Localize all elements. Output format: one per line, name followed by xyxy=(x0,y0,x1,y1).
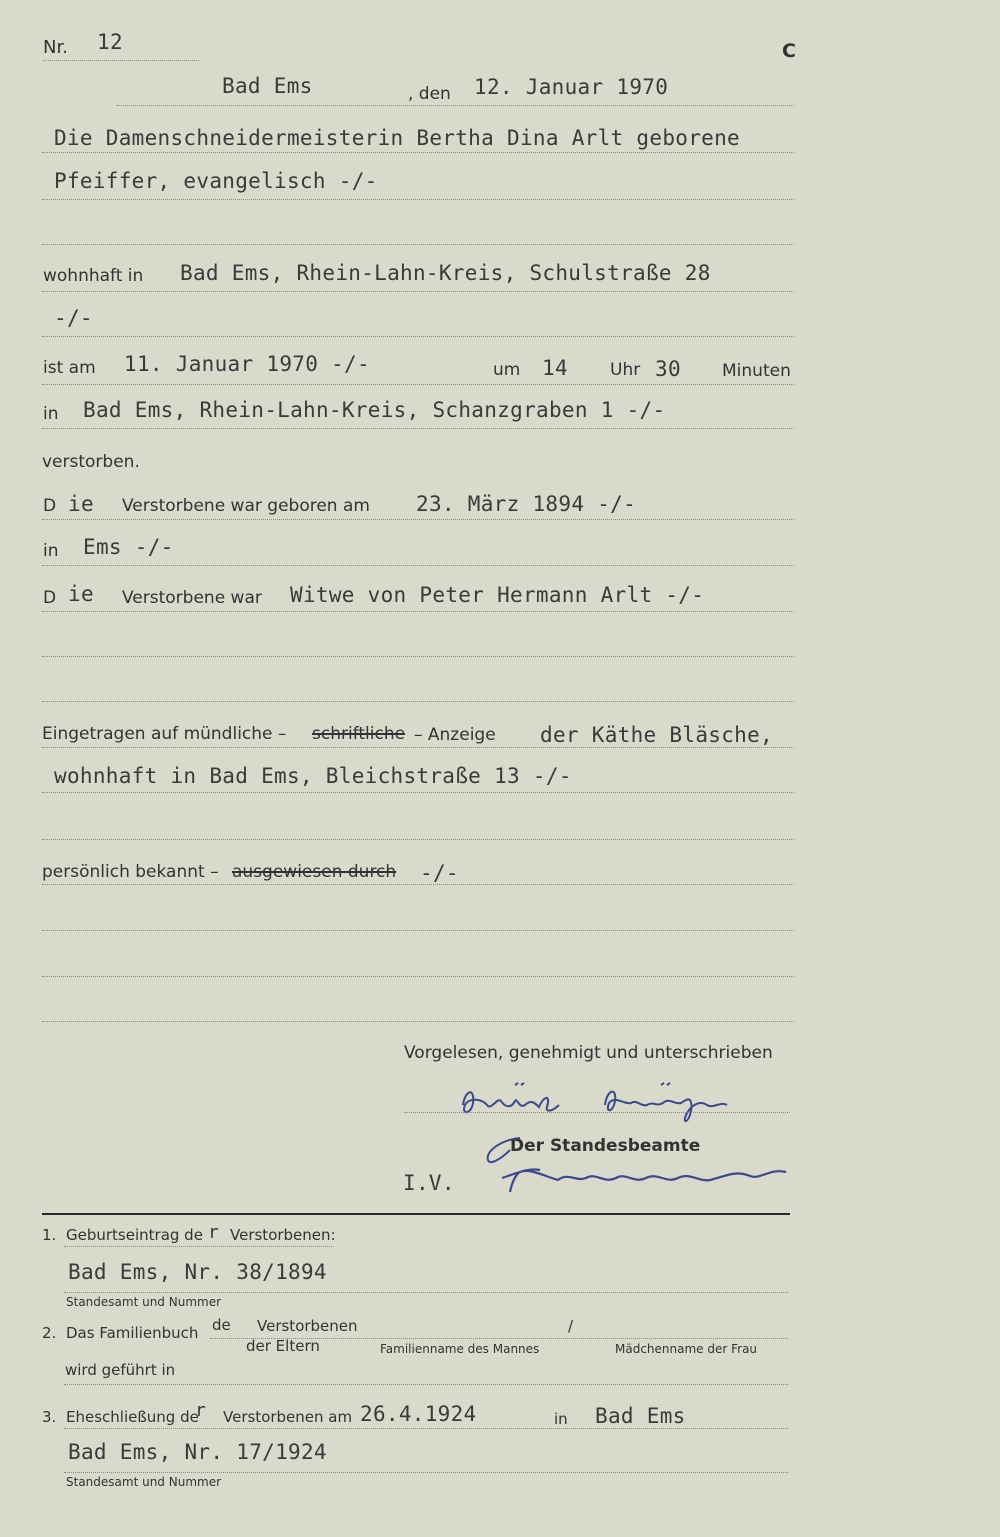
death-minutes: 30 xyxy=(655,357,681,381)
note-2-eltern: der Eltern xyxy=(246,1337,320,1355)
gender-suffix: ie xyxy=(68,492,94,516)
dotted-line xyxy=(64,1384,788,1385)
informant: der Käthe Bläsche, xyxy=(540,723,773,747)
dotted-line xyxy=(42,428,794,429)
entry-line-2: Pfeiffer, evangelisch -/- xyxy=(54,169,378,193)
dotted-line xyxy=(64,1292,788,1293)
dotted-line xyxy=(42,701,794,702)
dotted-line xyxy=(42,519,794,520)
um-label: um xyxy=(493,360,521,380)
verstorben-label: verstorben. xyxy=(42,452,140,472)
note-2-number: 2. xyxy=(42,1324,57,1342)
entry-line-1: Die Damenschneidermeisterin Bertha Dina Arlt geborene xyxy=(54,126,740,150)
note-1-label: Geburtseintrag de xyxy=(66,1226,203,1244)
dotted-line xyxy=(42,747,794,748)
minuten-label: Minuten xyxy=(722,361,791,381)
dotted-line xyxy=(64,1472,788,1473)
note-3-number: 3. xyxy=(42,1408,57,1426)
marital-status: Witwe von Peter Hermann Arlt -/- xyxy=(290,583,705,607)
dotted-line xyxy=(43,60,199,61)
death-date: 11. Januar 1970 -/- xyxy=(124,352,370,376)
dotted-line xyxy=(42,336,794,337)
marriage-date: 26.4.1924 xyxy=(360,1402,477,1426)
dotted-line xyxy=(42,839,794,840)
ausgewiesen-struck: ausgewiesen durch xyxy=(232,862,397,882)
death-hour: 14 xyxy=(542,356,568,380)
den-label: , den xyxy=(408,84,451,104)
informant-signature xyxy=(455,1075,755,1130)
note-1-caption: Standesamt und Nummer xyxy=(66,1295,222,1309)
dotted-line xyxy=(42,244,794,245)
dotted-line xyxy=(42,384,794,385)
d2-label: D xyxy=(43,588,57,608)
gender-suffix-2: ie xyxy=(68,582,94,606)
in-label: in xyxy=(43,404,59,424)
note-2-slash: / xyxy=(568,1317,574,1335)
note-3-in: in xyxy=(554,1410,568,1428)
note-3-label: Eheschließung de xyxy=(66,1408,199,1426)
birth-date: 23. März 1894 -/- xyxy=(416,492,637,516)
dotted-line xyxy=(42,656,794,657)
informant-address: wohnhaft in Bad Ems, Bleichstraße 13 -/- xyxy=(54,764,572,788)
header-place: Bad Ems xyxy=(222,74,313,98)
bekannt-label: persönlich bekannt – xyxy=(42,862,219,882)
note-2-frau-caption: Mädchenname der Frau xyxy=(615,1342,758,1356)
corner-letter: C xyxy=(782,40,796,62)
bekannt-value: -/- xyxy=(420,861,459,885)
dotted-line xyxy=(42,199,794,200)
dotted-line xyxy=(42,611,794,612)
dotted-line xyxy=(42,291,794,292)
iv-label: I.V. xyxy=(403,1171,455,1195)
dotted-line xyxy=(42,1021,794,1022)
dotted-line xyxy=(42,884,794,885)
entry-number: 12 xyxy=(97,30,123,54)
note-3-gender: r xyxy=(195,1400,207,1421)
uhr-label: Uhr xyxy=(610,360,641,380)
note-1-gender: r xyxy=(208,1222,220,1243)
born-label: Verstorbene war geboren am xyxy=(122,496,370,516)
dotted-line xyxy=(42,930,794,931)
wohnhaft-continuation: -/- xyxy=(54,306,93,330)
d-label: D xyxy=(43,496,57,516)
dotted-line xyxy=(42,565,794,566)
dotted-line xyxy=(64,1428,788,1429)
nr-label: Nr. xyxy=(43,37,68,58)
note-3-value: Bad Ems, Nr. 17/1924 xyxy=(68,1440,327,1464)
note-2-verstorbenen: Verstorbenen xyxy=(257,1317,358,1335)
header-date: 12. Januar 1970 xyxy=(474,75,669,99)
ist-am-label: ist am xyxy=(43,358,96,378)
note-3-caption: Standesamt und Nummer xyxy=(66,1475,222,1489)
note-1-number: 1. xyxy=(42,1226,57,1244)
dotted-line xyxy=(64,1246,334,1247)
note-2-mann-caption: Familienname des Mannes xyxy=(380,1342,540,1356)
death-place: Bad Ems, Rhein-Lahn-Kreis, Schanzgraben 1 -/- xyxy=(83,398,666,422)
wohnhaft-value: Bad Ems, Rhein-Lahn-Kreis, Schulstraße 28 xyxy=(180,261,711,285)
note-2-label: Das Familienbuch xyxy=(66,1324,199,1342)
dotted-line xyxy=(404,1112,790,1113)
anzeige-label: – Anzeige xyxy=(414,725,496,745)
schriftliche-struck: schriftliche xyxy=(312,724,406,744)
war-label: Verstorbene war xyxy=(122,588,262,608)
note-2-de: de xyxy=(212,1316,231,1334)
note-1-label-b: Verstorbenen: xyxy=(230,1226,336,1244)
note-2-gefuehrt: wird geführt in xyxy=(65,1361,176,1379)
registrar-signature xyxy=(480,1128,800,1203)
dotted-line xyxy=(42,976,794,977)
born-in-label: in xyxy=(43,541,59,561)
wohnhaft-label: wohnhaft in xyxy=(43,266,144,286)
note-3-label-b: Verstorbenen am xyxy=(223,1408,353,1426)
section-divider xyxy=(42,1213,790,1215)
vorgelesen-text: Vorgelesen, genehmigt und unterschrieben xyxy=(404,1043,773,1063)
dotted-line xyxy=(42,152,794,153)
birth-place: Ems -/- xyxy=(83,535,174,559)
dotted-line xyxy=(42,792,794,793)
eingetragen-label: Eingetragen auf mündliche – xyxy=(42,724,287,744)
marriage-place: Bad Ems xyxy=(595,1404,686,1428)
standesbeamte-label: Der Standesbeamte xyxy=(510,1136,701,1156)
note-1-value: Bad Ems, Nr. 38/1894 xyxy=(68,1260,327,1284)
dotted-line xyxy=(116,105,794,106)
